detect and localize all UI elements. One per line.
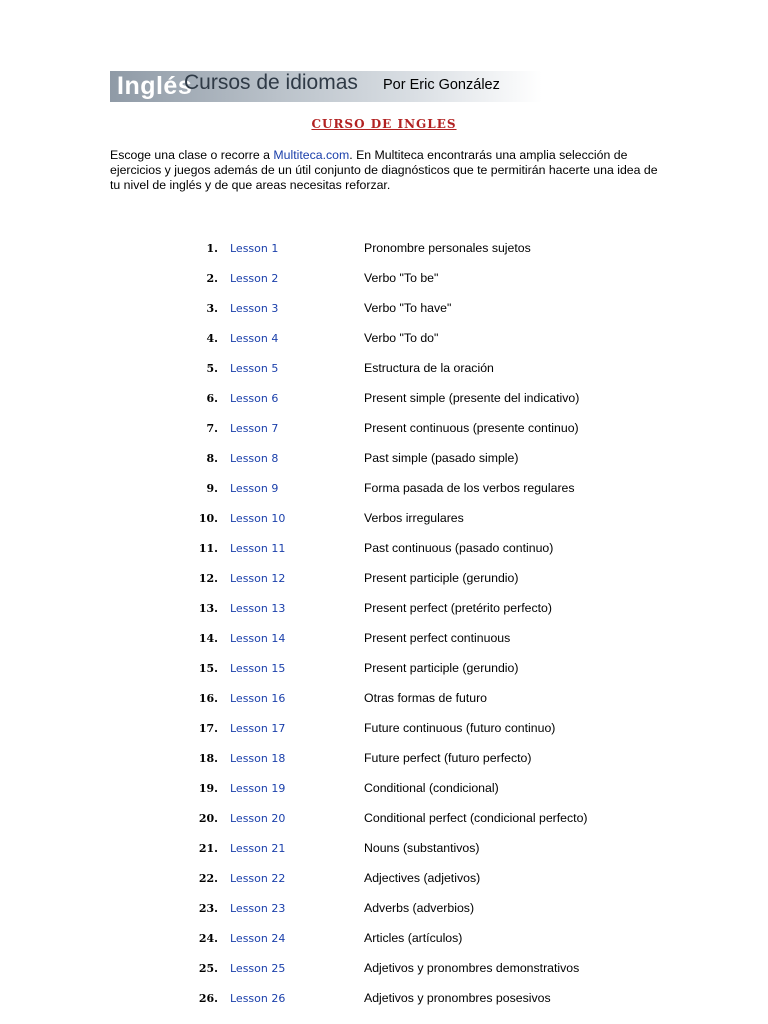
- list-item: [0, 540, 768, 558]
- intro-text-after: . En Multiteca encontrarás una amplia selección de ejercicios y juegos además de un útil conjunto de diagnósticos que te permitirán hacerte una idea de tu nivel de inglés y de que areas necesitas reforzar.: [110, 148, 658, 192]
- list-item: [0, 420, 768, 438]
- lesson-description: Present perfect continuous: [364, 631, 511, 645]
- lesson-link[interactable]: Lesson 3: [230, 302, 279, 315]
- banner-logo-word: Inglés: [117, 72, 193, 100]
- lesson-description: Past continuous (pasado continuo): [364, 541, 554, 555]
- list-item: [0, 690, 768, 708]
- lesson-link[interactable]: Lesson 22: [230, 872, 286, 885]
- lesson-link[interactable]: Lesson 2: [230, 272, 279, 285]
- lesson-number: 3.: [206, 302, 218, 315]
- lesson-link[interactable]: Lesson 19: [230, 782, 286, 795]
- list-item: [0, 240, 768, 258]
- lesson-link[interactable]: Lesson 5: [230, 362, 279, 375]
- lesson-description: Past simple (pasado simple): [364, 451, 519, 465]
- list-item: [0, 600, 768, 618]
- lesson-link[interactable]: Lesson 24: [230, 932, 286, 945]
- lesson-description: Conditional (condicional): [364, 781, 499, 795]
- lesson-description: Adjetivos y pronombres demonstrativos: [364, 961, 580, 975]
- course-title-text: CURSO DE INGLES: [311, 117, 457, 131]
- lesson-number: 24.: [198, 932, 218, 945]
- lesson-number: 17.: [198, 722, 218, 735]
- lesson-number: 11.: [198, 542, 218, 555]
- lesson-link[interactable]: Lesson 17: [230, 722, 286, 735]
- lesson-number: 16.: [198, 692, 218, 705]
- list-item: [0, 450, 768, 468]
- lesson-link[interactable]: Lesson 1: [230, 242, 279, 255]
- lesson-description: Future continuous (futuro continuo): [364, 721, 556, 735]
- lesson-description: Verbo "To have": [364, 301, 452, 315]
- list-item: [0, 630, 768, 648]
- list-item: [0, 990, 768, 1008]
- lesson-link[interactable]: Lesson 14: [230, 632, 286, 645]
- lesson-link[interactable]: Lesson 25: [230, 962, 286, 975]
- list-item: [0, 840, 768, 858]
- lesson-number: 5.: [206, 362, 218, 375]
- list-item: [0, 300, 768, 318]
- lesson-description: Present continuous (presente continuo): [364, 421, 579, 435]
- lesson-number: 20.: [198, 812, 218, 825]
- lesson-description: Nouns (substantivos): [364, 841, 480, 855]
- list-item: [0, 960, 768, 978]
- lesson-link[interactable]: Lesson 9: [230, 482, 279, 495]
- list-item: [0, 900, 768, 918]
- lesson-link[interactable]: Lesson 20: [230, 812, 286, 825]
- lesson-number: 1.: [206, 242, 218, 255]
- lesson-description: Adjectives (adjetivos): [364, 871, 481, 885]
- list-item: [0, 360, 768, 378]
- list-item: [0, 390, 768, 408]
- lesson-description: Present simple (presente del indicativo): [364, 391, 580, 405]
- list-item: [0, 510, 768, 528]
- lesson-description: Conditional perfect (condicional perfecto): [364, 811, 588, 825]
- lesson-number: 12.: [198, 572, 218, 585]
- lesson-link[interactable]: Lesson 13: [230, 602, 286, 615]
- list-item: [0, 570, 768, 588]
- lesson-link[interactable]: Lesson 6: [230, 392, 279, 405]
- lesson-number: 19.: [198, 782, 218, 795]
- lesson-description: Verbo "To do": [364, 331, 439, 345]
- lesson-description: Present participle (gerundio): [364, 571, 519, 585]
- lesson-link[interactable]: Lesson 15: [230, 662, 286, 675]
- lesson-link[interactable]: Lesson 12: [230, 572, 286, 585]
- lesson-description: Verbos irregulares: [364, 511, 464, 525]
- lesson-link[interactable]: Lesson 21: [230, 842, 286, 855]
- lesson-description: Otras formas de futuro: [364, 691, 488, 705]
- lesson-description: Estructura de la oración: [364, 361, 494, 375]
- multiteca-link[interactable]: Multiteca.com: [273, 148, 350, 162]
- list-item: [0, 330, 768, 348]
- lesson-number: 23.: [198, 902, 218, 915]
- list-item: [0, 270, 768, 288]
- lesson-number: 14.: [198, 632, 218, 645]
- list-item: [0, 480, 768, 498]
- list-item: [0, 870, 768, 888]
- page-title: [0, 117, 768, 131]
- lesson-link[interactable]: Lesson 11: [230, 542, 286, 555]
- list-item: [0, 930, 768, 948]
- lesson-link[interactable]: Lesson 8: [230, 452, 279, 465]
- lesson-link[interactable]: Lesson 26: [230, 992, 286, 1005]
- lesson-number: 8.: [206, 452, 218, 465]
- lesson-number: 9.: [206, 482, 218, 495]
- intro-paragraph: [110, 148, 670, 193]
- lesson-link[interactable]: Lesson 18: [230, 752, 286, 765]
- lesson-number: 26.: [198, 992, 218, 1005]
- lesson-description: Articles (artículos): [364, 931, 463, 945]
- lesson-link[interactable]: Lesson 23: [230, 902, 286, 915]
- lesson-number: 10.: [198, 512, 218, 525]
- lesson-description: Adjetivos y pronombres posesivos: [364, 991, 551, 1005]
- lesson-number: 15.: [198, 662, 218, 675]
- lesson-number: 2.: [206, 272, 218, 285]
- lesson-number: 21.: [198, 842, 218, 855]
- list-item: [0, 660, 768, 678]
- lesson-link[interactable]: Lesson 10: [230, 512, 286, 525]
- lesson-link[interactable]: Lesson 16: [230, 692, 286, 705]
- banner-author: Por Eric González: [383, 77, 500, 93]
- lesson-number: 6.: [206, 392, 218, 405]
- lesson-description: Present participle (gerundio): [364, 661, 519, 675]
- lesson-number: 18.: [198, 752, 218, 765]
- list-item: [0, 750, 768, 768]
- lesson-link[interactable]: Lesson 4: [230, 332, 279, 345]
- list-item: [0, 810, 768, 828]
- banner-subtitle: Cursos de idiomas: [184, 71, 358, 94]
- lesson-number: 22.: [198, 872, 218, 885]
- lesson-description: Future perfect (futuro perfecto): [364, 751, 532, 765]
- list-item: [0, 780, 768, 798]
- lesson-description: Forma pasada de los verbos regulares: [364, 481, 575, 495]
- lesson-number: 4.: [206, 332, 218, 345]
- lesson-description: Adverbs (adverbios): [364, 901, 475, 915]
- lesson-number: 7.: [206, 422, 218, 435]
- lesson-description: Present perfect (pretérito perfecto): [364, 601, 552, 615]
- list-item: [0, 720, 768, 738]
- header-banner: [110, 71, 542, 102]
- lesson-link[interactable]: Lesson 7: [230, 422, 279, 435]
- intro-text-before: Escoge una clase o recorre a: [110, 148, 274, 162]
- lesson-description: Pronombre personales sujetos: [364, 241, 531, 255]
- lesson-description: Verbo "To be": [364, 271, 439, 285]
- lesson-number: 25.: [198, 962, 218, 975]
- lesson-number: 13.: [198, 602, 218, 615]
